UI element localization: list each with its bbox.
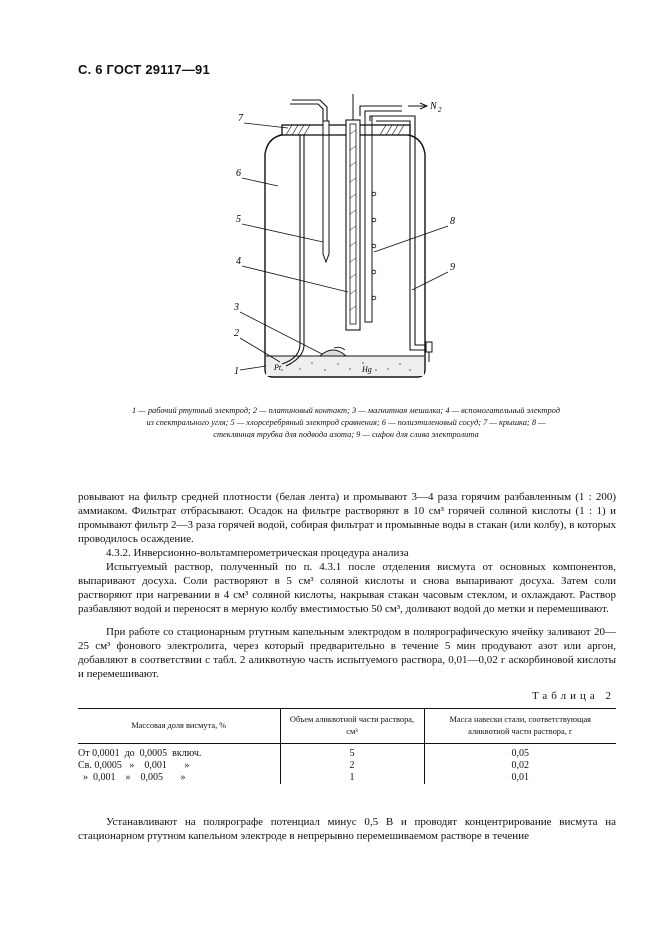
table-cell: 0,01	[511, 772, 529, 783]
paragraph: Устанавливают на полярографе потенциал минус 0,5 В и проводят концентрирование висмута на стационарном ртутном капельном электроде в непрерывно перемешиваемом растворе в течение	[78, 816, 616, 842]
table-header-cell: Объем аликвотной части раствора, см³	[280, 709, 424, 744]
label-2: 2	[234, 328, 239, 339]
mercury-pool	[266, 356, 424, 376]
figure-caption: 1 — рабочий ртутный электрод; 2 — платиновый контакт; 3 — магнитная мешалка; 4 — вспомогательный электрод из спектрального угля; 5 — хлорсеребряный электрод сравнения; 6 — полиэтиленовый сосуд; 7 — крышка; 8 — стеклянная трубка для подвода азота; 9 — сифон для слива электролита	[132, 406, 560, 439]
label-9: 9	[450, 262, 455, 273]
table-cell: » 0,001 » 0,005 »	[78, 772, 186, 783]
vessel	[265, 134, 425, 377]
table-row	[78, 760, 616, 772]
label-3: 3	[234, 302, 239, 313]
label-6: 6	[236, 168, 241, 179]
label-4: 4	[236, 256, 241, 267]
pt-label: Pt	[274, 363, 282, 372]
gas-label: N	[430, 101, 437, 112]
table-cell: 1	[280, 772, 424, 784]
mercury-electrode-tube	[290, 104, 323, 121]
leader-lines	[240, 123, 448, 370]
table-cell: 0,02	[511, 760, 529, 771]
table-cell: 0,05	[511, 748, 529, 759]
table-row	[78, 744, 616, 761]
label-8: 8	[450, 216, 455, 227]
gas-bubbles	[372, 192, 376, 300]
electrochemical-cell-figure	[230, 94, 460, 394]
label-7: 7	[238, 113, 243, 124]
section-heading: 4.3.2. Инверсионно-вольтамперометрическая процедура анализа	[106, 547, 409, 559]
table-header-row	[78, 709, 616, 744]
paragraph: При работе со стационарным ртутным капельным электродом в полярографическую ячейку заливают 20—25 см³ фонового электролита, через который предварительно в течение 5 мин продувают азот или аргон, добавляют в соответствии с табл. 2 аликвотную часть испытуемого раствора, 0,01—0,02 г аскорбиновой кислоты и перемешивают.	[78, 626, 616, 680]
label-1: 1	[234, 366, 239, 377]
table-cell: 2	[280, 760, 424, 772]
table-row	[78, 772, 616, 784]
table-2	[78, 708, 616, 784]
page-header: С. 6 ГОСТ 29117—91	[78, 62, 210, 77]
table-label: Таблица 2	[531, 690, 615, 702]
siphon-tube	[370, 116, 415, 342]
paragraph: ровывают на фильтр средней плотности (белая лента) и промывают 3—4 раза горячим разбавленным (1 : 200) аммиаком. Фильтрат отбрасывают. Осадок на фильтре растворяют в 10 см³ горячей соляной кислоты (1 : 1) и промывают фильтр 2—3 раза горячей водой, собирая фильтрат и промывные воды в стакан (или колбу), в которых проводилось осаждение.	[78, 491, 616, 545]
label-5: 5	[236, 214, 241, 225]
table-cell: От 0,0001 до 0,0005 включ.	[78, 748, 202, 759]
bottom-text	[78, 815, 616, 843]
siphon-stopcock	[426, 342, 432, 352]
reference-electrode	[323, 135, 329, 262]
pt-contact-wire	[282, 135, 300, 364]
main-text	[78, 490, 616, 681]
magnetic-stirrer	[320, 350, 346, 356]
hg-label: Hg	[362, 365, 372, 374]
paragraph: Испытуемый раствор, полученный по п. 4.3.1 после отделения висмута от основных компонентов, выпаривают досуха. Соли растворяют в 5 см³ соляной кислоты и снова выпаривают досуха. Затем соли растворяют при нагревании в 4 см³ соляной кислоты, накрывая стакан часовым стеклом, и охлаждают. Раствор разбавляют водой и переносят в мерную колбу вместимостью 50 см³, доливают водой до метки и перемешивают.	[78, 561, 616, 615]
table-header-cell: Масса навески стали, соответствующая аликвотной части раствора, г	[424, 709, 616, 744]
cell-diagram	[230, 94, 460, 394]
table-header-cell: Массовая доля висмута, %	[78, 709, 280, 744]
gas-subscript: 2	[438, 106, 442, 114]
table-cell: 5	[280, 744, 424, 761]
table-cell: Св. 0,0005 » 0,001 »	[78, 760, 190, 771]
